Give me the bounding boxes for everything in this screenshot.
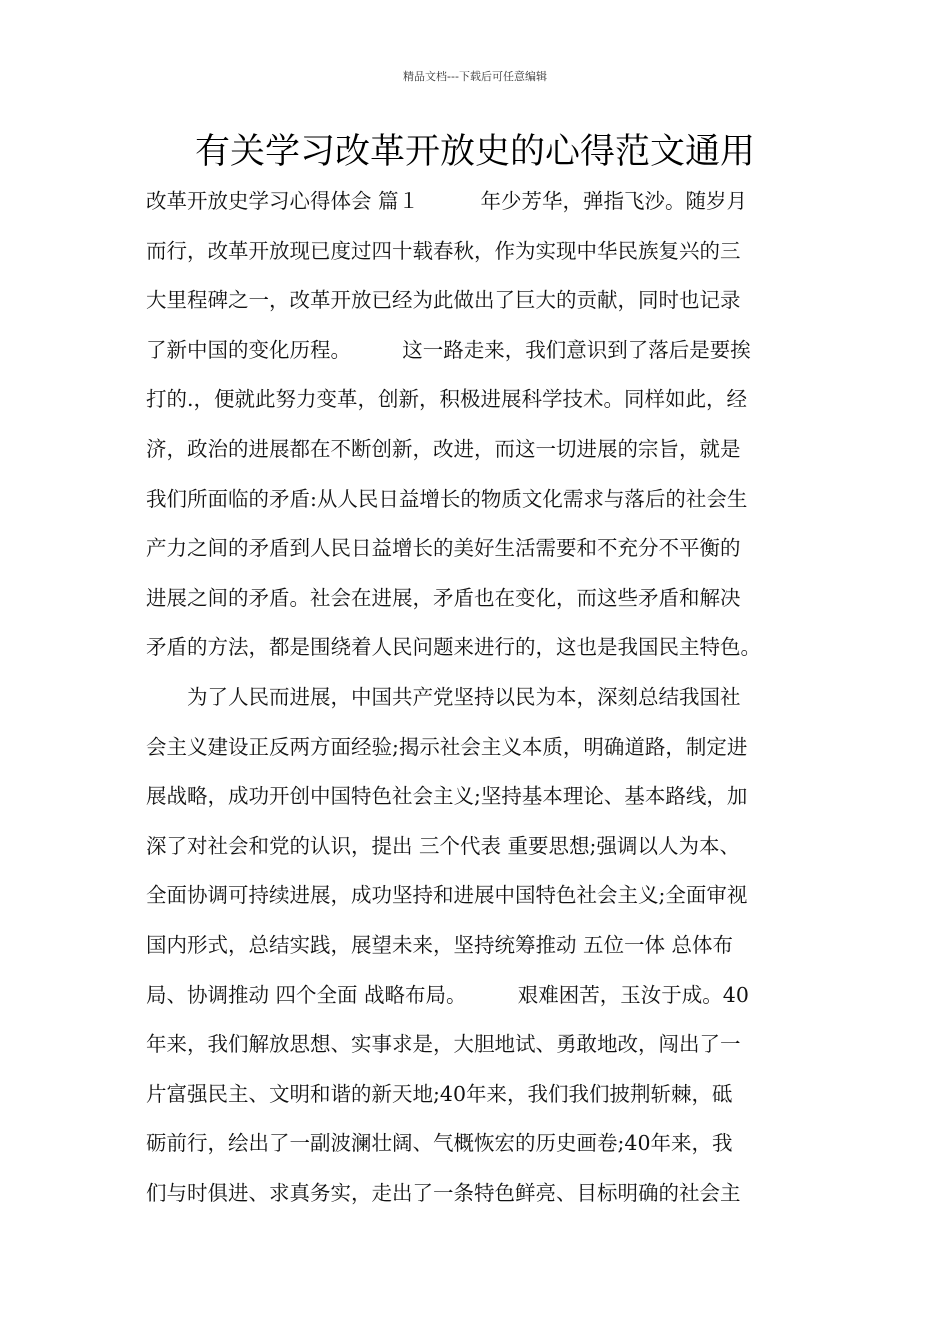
body-line: 矛盾的方法，都是围绕着人民问题来进行的，这也是我国民主特色。: [146, 635, 761, 660]
body-line: 产力之间的矛盾到人民日益增长的美好生活需要和不充分不平衡的: [146, 536, 741, 561]
body-line: 全面协调可持续进展，成功坚持和进展中国特色社会主义;全面审视: [146, 883, 748, 908]
body-line: 了新中国的变化历程。 这一路走来，我们意识到了落后是要挨: [146, 337, 751, 362]
body-line: 砺前行，绘出了一副波澜壮阔、气概恢宏的历史画卷;40年来，我: [146, 1131, 733, 1156]
body-text: [146, 177, 846, 1218]
body-line: 为了人民而进展，中国共产党坚持以民为本，深刻总结我国社: [146, 684, 741, 709]
body-line: 打的.，便就此努力变革，创新，积极进展科学技术。同样如此，经: [146, 387, 748, 412]
body-line: 而行，改革开放现已度过四十载春秋，作为实现中华民族复兴的三: [146, 238, 741, 263]
document-title: 有关学习改革开放史的心得范文通用: [194, 132, 755, 172]
body-line: 进展之间的矛盾。社会在进展，矛盾也在变化，而这些矛盾和解决: [146, 585, 741, 610]
body-line: 片富强民主、文明和谐的新天地;40年来，我们我们披荆斩棘，砥: [146, 1081, 733, 1106]
body-line: 济，政治的进展都在不断创新，改进，而这一切进展的宗旨，就是: [146, 436, 741, 461]
body-line: 年来，我们解放思想、实事求是，大胆地试、勇敢地改，闯出了一: [146, 1032, 741, 1057]
body-line: 会主义建设正反两方面经验;揭示社会主义本质，明确道路，制定进: [146, 734, 748, 759]
body-line: 改革开放史学习心得体会 篇１ 年少芳华，弹指飞沙。随岁月: [146, 189, 748, 213]
body-line: 大里程碑之一，改革开放已经为此做出了巨大的贡献，同时也记录: [146, 288, 741, 313]
body-line: 我们所面临的矛盾:从人民日益增长的物质文化需求与落后的社会生: [146, 486, 748, 511]
body-line: 深了对社会和党的认识，提出 三个代表 重要思想;强调以人为本、: [146, 833, 740, 858]
body-line: 们与时俱进、求真务实，走出了一条特色鲜亮、目标明确的社会主: [146, 1180, 741, 1205]
body-line: 局、协调推动 四个全面 战略布局。 艰难困苦，玉汝于成。40: [146, 982, 749, 1007]
page-header: 精品文档---下载后可任意编辑: [403, 70, 547, 83]
body-line: 展战略，成功开创中国特色社会主义;坚持基本理论、基本路线，加: [146, 784, 748, 809]
body-line: 国内形式，总结实践，展望未来，坚持统筹推动 五位一体 总体布: [146, 932, 734, 957]
